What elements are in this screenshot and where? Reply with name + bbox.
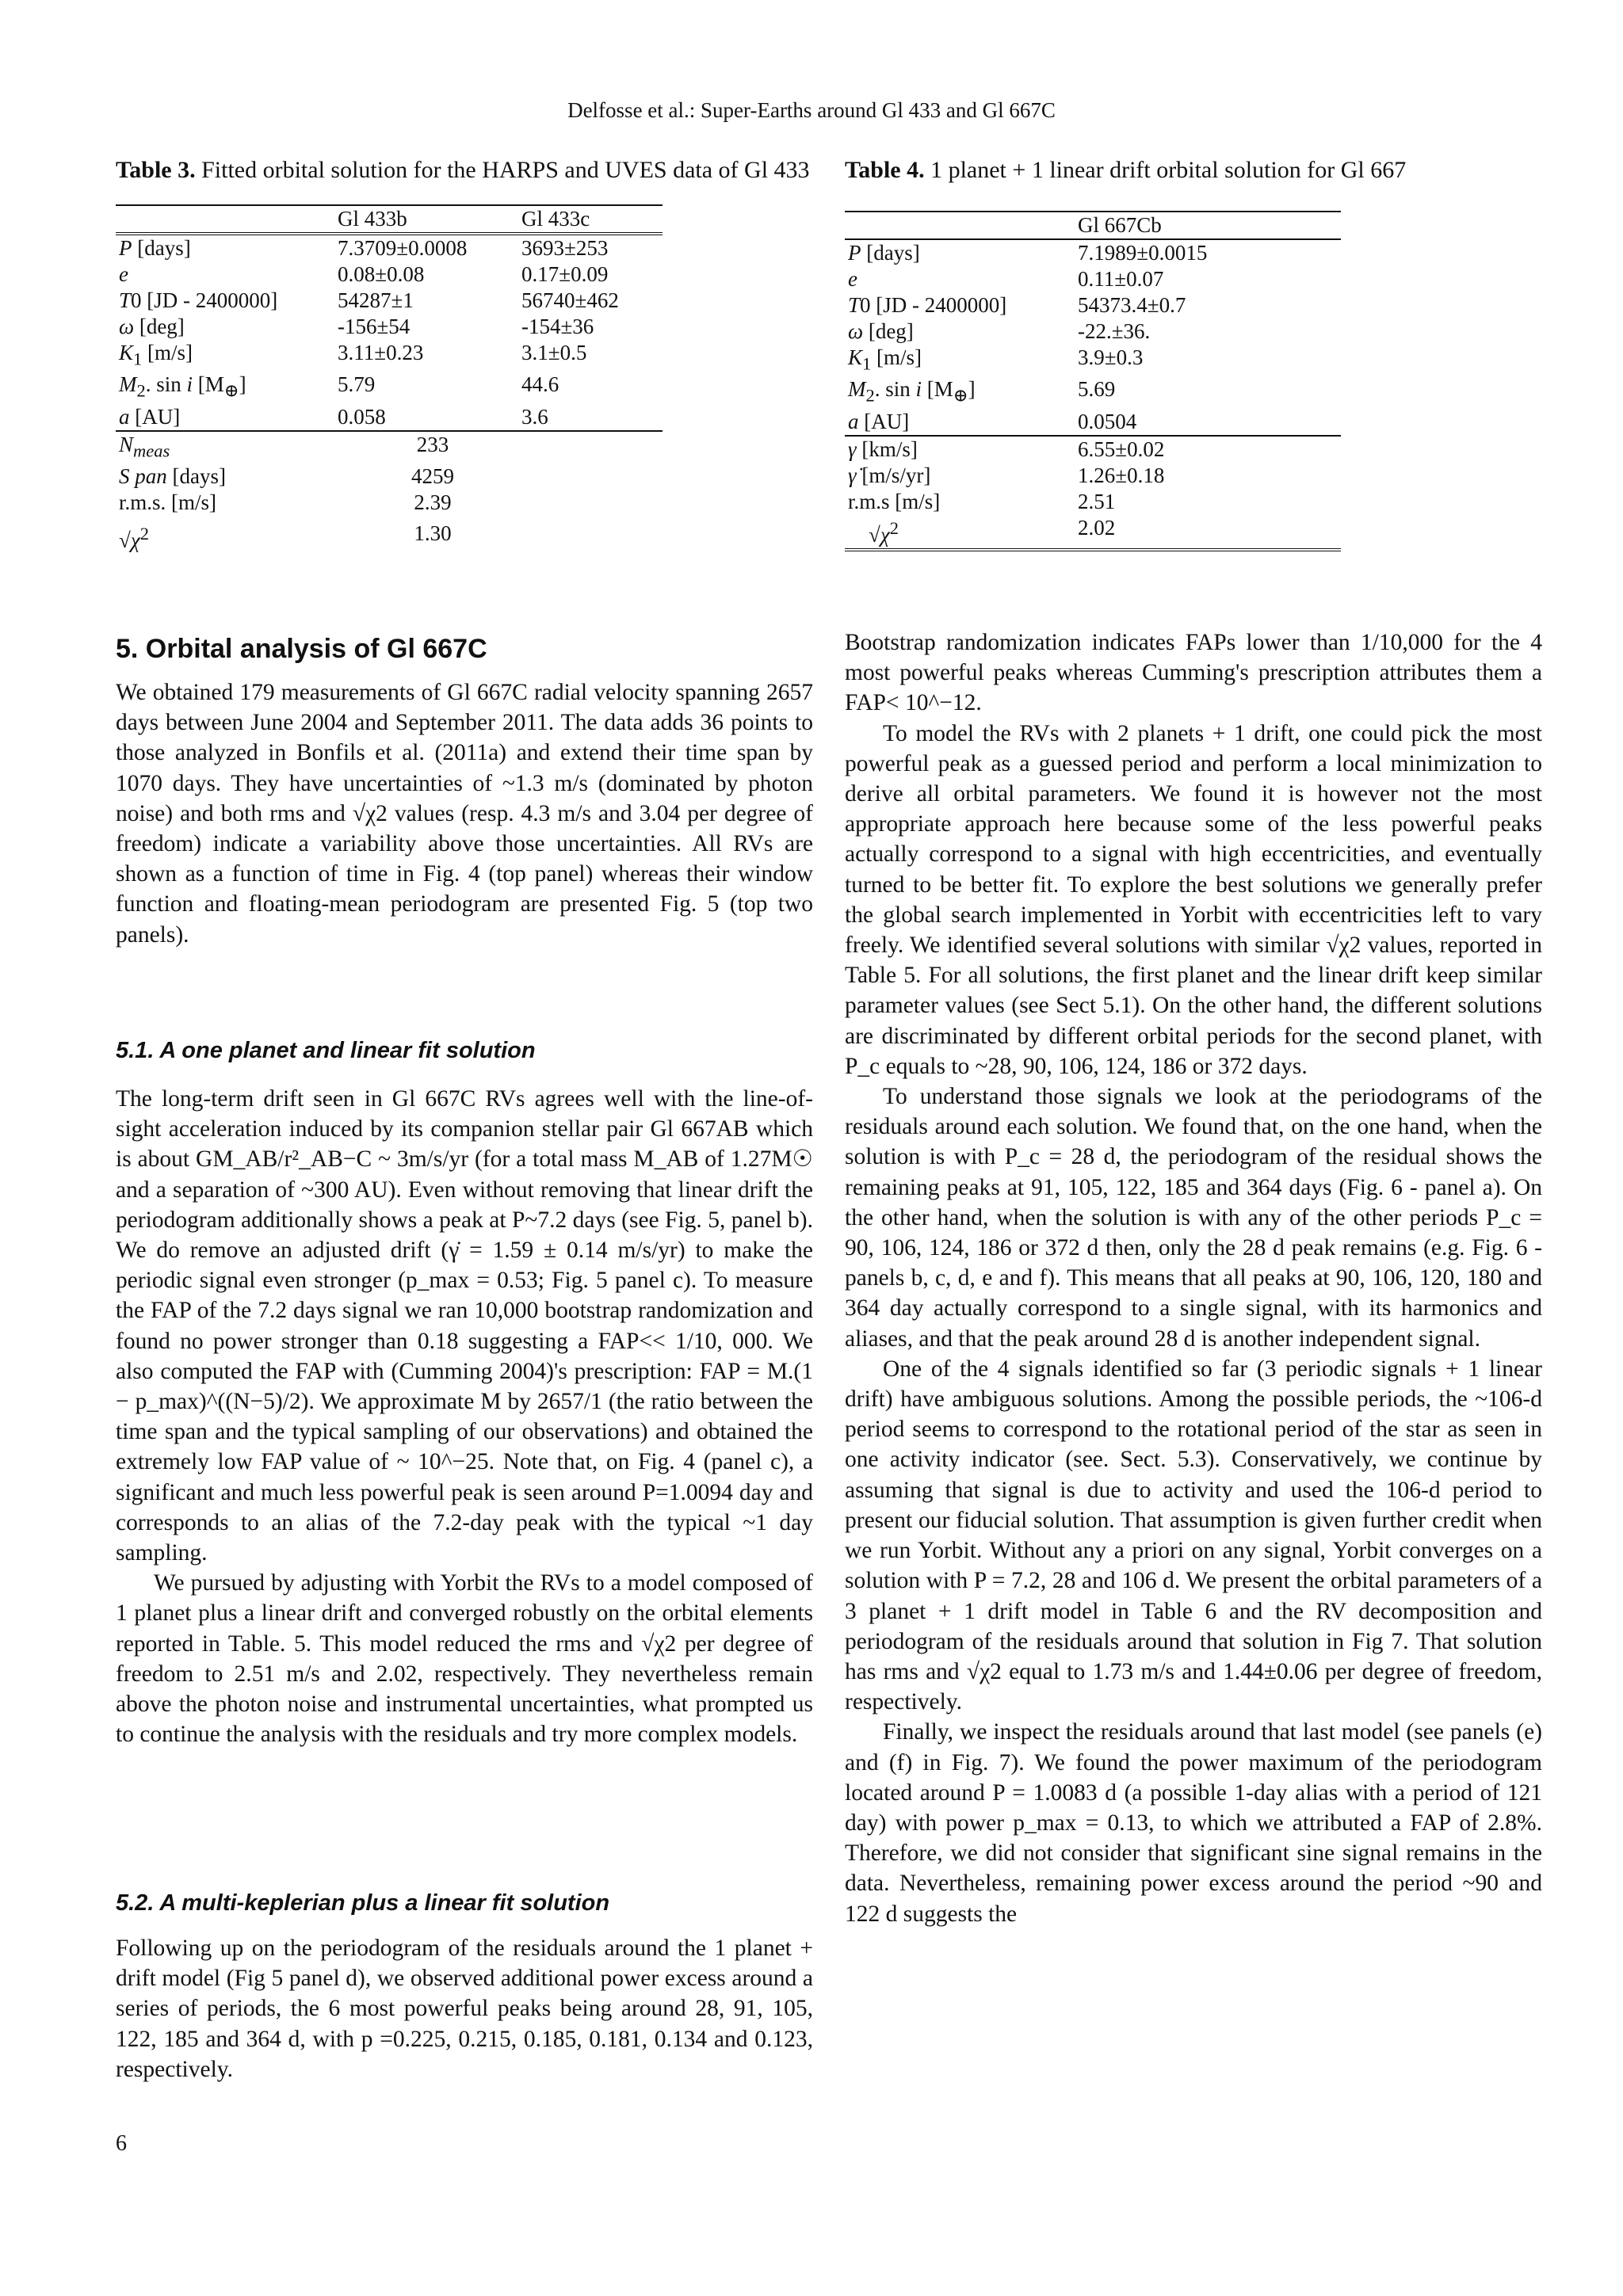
table-header-cell: Gl 667Cb [1075,212,1341,239]
table-cell: 1.30 [414,521,452,546]
table-row [116,463,663,490]
table-row [845,515,1341,550]
table-row [116,314,663,340]
param-cell: $√\chi^2$ [845,515,1075,550]
param-cell: e [848,267,857,291]
table4-block [845,155,1542,551]
table-cell: 54373.4±0.7 [1078,293,1186,317]
paragraph: One of the 4 signals identified so far (3 periodic signals + 1 linear drift) have ambiguous solutions. Among the possible periods, the ~106-d period seems to correspond to the rotational period of the star as seen in one activity indicator (see. Sect. 5.3). Conservatively, we continue by assuming that signal is due to activity and used the 106-d period to present our fiducial solution. That assumption is given further credit when we run Yorbit. Without any a priori on any signal, Yorbit converges on a solution with P = 7.2, 28 and 106 d. We present the orbital parameters of a 3 planet + 1 drift model in Table 6 and the RV decomposition and periodogram of the residuals around that solution in Fig 7. That solution has rms and √χ2 equal to 1.73 m/s and 1.44±0.06 per degree of freedom, respectively. [845,1356,1542,1715]
table-header-row [845,212,1341,239]
paragraph: To understand those signals we look at the periodograms of the residuals around each solution. We found that, on the one hand, when the solution is with P_c = 28 d, the periodogram of the residual shows the remaining peaks at 91, 105, 122, 185 and 364 days (Fig. 6 - panel a). On the other hand, when the solution is with any of the other periods P_c = 90, 106, 124, 186 or 372 d then, only the 28 d peak remains (e.g. Fig. 6 - panels b, c, d, e and f). This means that all peaks at 90, 106, 120, 180 and 364 day actually correspond to a single signal, with its harmonics and aliases, and that the peak around 28 d is another independent signal. [845,1084,1542,1352]
table-row [116,234,663,261]
param-cell: P [days] [845,239,1075,266]
param-cell: $M_2$. sin i $[M_\oplus]$ [848,377,976,406]
table3-caption-text: Fitted orbital solution for the HARPS and UVES data of Gl 433 [201,157,810,183]
table-cell: 2.39 [414,490,452,515]
table-row [116,372,663,403]
param-cell: r.m.s. [m/s] [119,490,217,515]
param-cell: e [119,262,128,286]
table-row [845,436,1341,463]
table3 [116,204,663,554]
section-5-1-body [116,1084,813,1749]
table-cell: 56740±462 [521,288,619,312]
table-row [116,261,663,288]
table-cell: 3.6 [521,404,548,429]
table3-caption-label: Table 3. [116,157,196,183]
table-cell: 1.26±0.18 [1078,463,1165,487]
paragraph: We pursued by adjusting with Yorbit the RVs to a model composed of 1 planet plus a linear drift and converged robustly on the orbital elements reported in Table. 5. This model reduced the rms and √χ2 per degree of freedom to 2.51 m/s and 2.02, respectively. They nevertheless remain above the photon noise and instrumental uncertainties, what prompted us to continue the analysis with the residuals and try more complex models. [116,1570,813,1748]
table-row [845,292,1341,318]
table-header-cell [845,212,1075,239]
param-cell: T0 [JD - 2400000] [848,293,1007,317]
running-header: Delfosse et al.: Super-Earths around Gl 433 and Gl 667C [567,98,1056,122]
table4-caption-label: Table 4. [845,157,925,183]
table-row [116,288,663,314]
table4-caption-text: 1 planet + 1 linear drift orbital solution for Gl 667 [930,157,1407,183]
param-cell: $N_{meas}$ [116,431,334,463]
paragraph: We obtained 179 measurements of Gl 667C radial velocity spanning 2657 days between June 2004 and September 2011. The data adds 36 points to those analyzed in Bonfils et al. (2011a) and extend their time span by 1070 days. They have uncertainties of ~1.3 m/s (dominated by photon noise) and both rms and √χ2 values (resp. 4.3 m/s and 3.04 per degree of freedom) indicate a variability above those uncertainties. All RVs are shown as a function of time in Fig. 4 (top panel) whereas their window function and floating-mean periodogram are presented Fig. 5 (top two panels). [116,680,813,948]
table-header-cell: Gl 433b [334,205,518,234]
section-5-body [116,677,813,950]
table-cell: 0.0504 [1078,409,1137,433]
table-row [845,376,1341,408]
param-cell: a [AU] [848,409,910,433]
table-cell: 4259 [411,464,454,489]
param-cell: ω [deg] [119,315,185,338]
param-cell: $K_1$ [m/s] [119,341,193,369]
table-row [845,409,1341,436]
table-cell: -22.±36. [1078,319,1151,343]
table-cell: 7.3709±0.0008 [338,236,468,260]
section-5-title: 5. Orbital analysis of Gl 667C [116,634,487,664]
param-cell: ω [deg] [848,319,914,343]
param-cell: P [days] [119,236,191,260]
table-cell: -154±36 [521,315,594,338]
table-cell: 54287±1 [338,288,414,312]
table-row [116,490,663,516]
table-cell: 3.11±0.23 [338,341,424,364]
paragraph: To model the RVs with 2 planets + 1 drift, one could pick the most powerful peak as a guessed period and perform a local minimization to derive all orbital parameters. We found it is however not the most appropriate approach here because some of the less powerful peaks actually correspond to a signal with high eccentricities, and eventually turned to be better fit. To explore the best solutions we generally prefer the global search implemented in Yorbit with eccentricities left to vary freely. We identified several solutions with similar √χ2 values, reported in Table 5. For all solutions, the first planet and the linear drift keep similar parameter values (see Sect 5.1). On the other hand, the different solutions are discriminated by different orbital periods for the second planet, with P_c equals to ~28, 90, 106, 124, 186 or 372 days. [845,720,1542,1079]
table-row [116,404,663,431]
table4-caption [845,155,1542,185]
table-row [116,431,663,463]
table-cell: 0.11±0.07 [1078,267,1164,291]
table-cell: 2.51 [1078,489,1116,513]
table4 [845,211,1341,551]
param-cell: γ̇ [m/s/yr] [848,463,931,487]
param-cell: $M_2$. sin i $[M_\oplus]$ [119,372,246,401]
table-cell: 5.79 [338,372,376,397]
page-number: 6 [116,2131,127,2156]
table-cell: 3.1±0.5 [521,341,587,364]
table-cell: 3693±253 [521,236,609,260]
table-cell: 0.058 [338,404,386,429]
paragraph: Finally, we inspect the residuals around that last model (see panels (e) and (f) in Fig. 7). We found the power maximum of the periodogram located around P = 1.0083 d (a possible 1-day alias with a period of 121 day) with power p_max = 0.13, to which we attributed a FAP of 2.8%. Therefore, we did not consider that significant sine signal remains in the data. Nevertheless, remaining power excess around the period ~90 and 122 d suggests the [845,1719,1542,1927]
section-5-2-title: 5.2. A multi-keplerian plus a linear fit solution [116,1890,610,1916]
table-row [845,463,1341,489]
section-5-1-title: 5.1. A one planet and linear fit solution [116,1038,536,1063]
paragraph: Following up on the periodogram of the residuals around the 1 planet + drift model (Fig 5 panel d), we observed additional power excess around a series of periods, the 6 most powerful peaks being around 28, 91, 105, 122, 185 and 364 d, with p =0.225, 0.215, 0.185, 0.181, 0.134 and 0.123, respectively. [116,1936,813,2082]
table-row [845,318,1341,345]
param-cell: $K_1$ [m/s] [848,345,922,374]
table-row [845,239,1341,266]
param-cell: γ [km/s] [845,436,1075,463]
param-cell: S pan [days] [119,464,226,489]
table-header-cell: Gl 433c [518,205,663,234]
paragraph: The long-term drift seen in Gl 667C RVs agrees well with the line-of-sight acceleration induced by its companion stellar pair Gl 667AB which is about GM_AB/r²_AB−C ~ 3m/s/yr (for a total mass M_AB of 1.27M☉ and a separation of ~300 AU). Even without removing that linear drift the periodogram additionally shows a peak at P~7.2 days (see Fig. 5, panel b). We do remove an adjusted drift (γ̇ = 1.59 ± 0.14 m/s/yr) to make the periodic signal even stronger (p_max = 0.53; Fig. 5 panel c). To measure the FAP of the 7.2 days signal we ran 10,000 bootstrap randomization and found no power stronger than 0.18 suggesting a FAP<< 1/10, 000. We also computed the FAP with (Cumming 2004)'s prescription: FAP = M.(1 − p_max)^((N−5)/2). We approximate M by 2657/1 (the ratio between the time span and the typical sampling of our observations) and obtained the extremely low FAP value of ~ 10^−25. Note that, on Fig. 4 (panel c), a significant and much less powerful peak is seen around P=1.0094 day and corresponds to an alias of the 7.2-day peak with the typical ~1 day sampling. [116,1086,813,1566]
param-cell: $√\chi^2$ [119,524,149,553]
table-cell: 2.02 [1075,515,1341,550]
section-5-2-body [116,1933,813,2084]
table-cell: 0.17±0.09 [521,262,609,286]
table-header-row [116,205,663,234]
table-cell: 44.6 [521,372,559,397]
table-cell: 5.69 [1078,377,1116,402]
table-header-cell [116,205,334,234]
table3-caption [116,155,813,185]
table-cell: 0.08±0.08 [338,262,425,286]
table-cell: 7.1989±0.0015 [1075,239,1341,266]
right-column-body [845,627,1542,1929]
table3-block [116,155,813,554]
table-row [116,340,663,372]
table-cell: -156±54 [338,315,411,338]
table-cell: 6.55±0.02 [1075,436,1341,463]
param-cell: T0 [JD - 2400000] [119,288,278,312]
table-row [845,266,1341,292]
table-cell: 233 [334,431,663,463]
table-row [845,345,1341,376]
paragraph: Bootstrap randomization indicates FAPs lower than 1/10,000 for the 4 most powerful peaks whereas Cumming's prescription attributes them a FAP< 10^−12. [845,630,1542,716]
table-row [845,489,1341,515]
table-cell: 3.9±0.3 [1078,345,1144,369]
table-row [116,516,663,554]
param-cell: r.m.s [m/s] [848,489,941,513]
param-cell: a [AU] [119,404,181,429]
